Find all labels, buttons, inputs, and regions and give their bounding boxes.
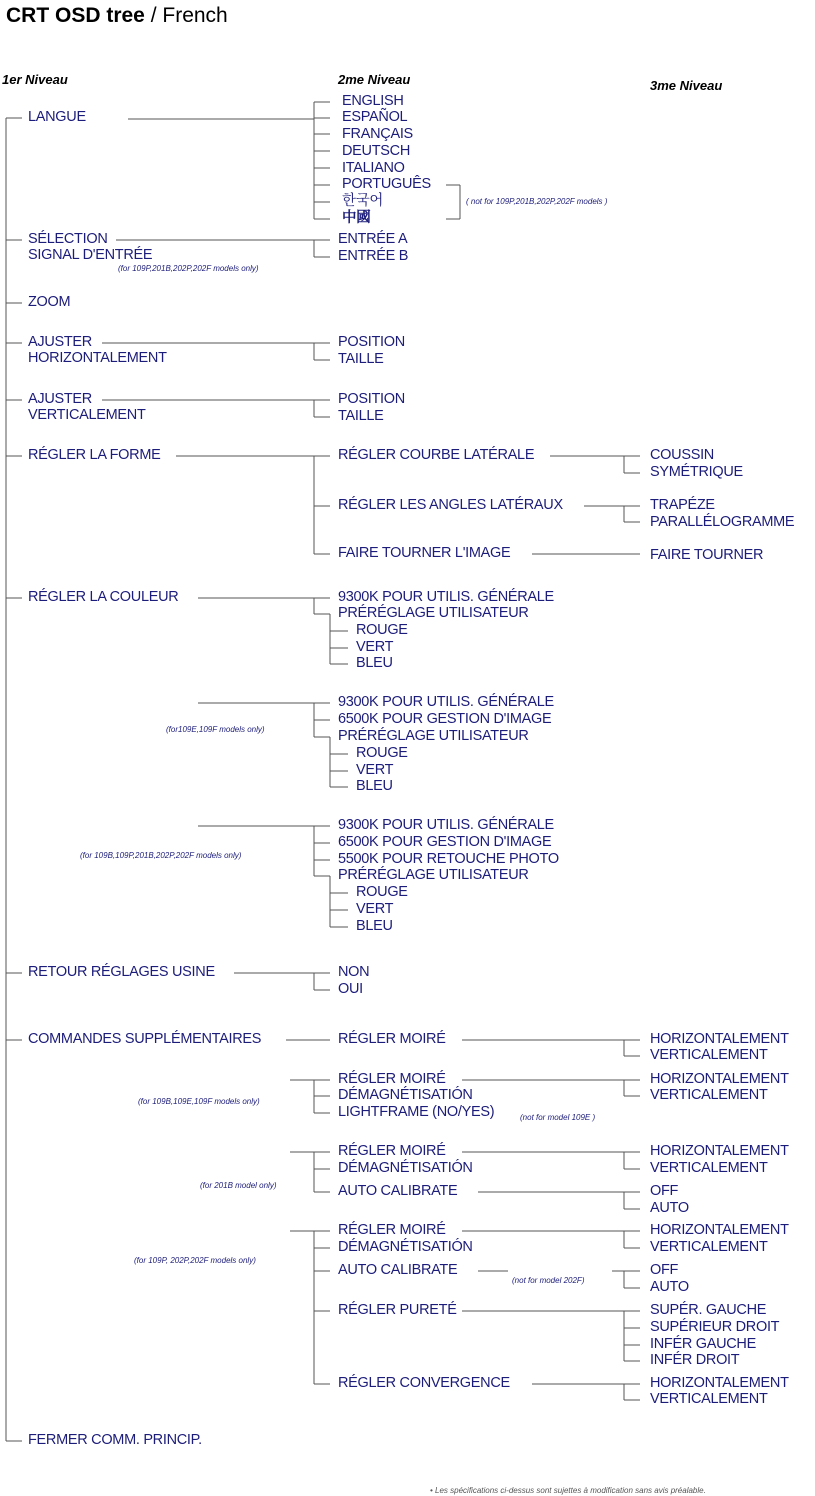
option-c2-preset: PRÉRÉGLAGE UTILISATEUR [338, 728, 529, 744]
option-c3-bleu: BLEU [356, 918, 393, 934]
option-chinese: 中國 [342, 210, 371, 226]
option-symetrique: SYMÉTRIQUE [650, 464, 743, 480]
menu-langue: LANGUE [28, 109, 86, 125]
option-m2-h: HORIZONTALEMENT [650, 1071, 789, 1087]
option-m4-purete: RÉGLER PURETÉ [338, 1302, 457, 1318]
menu-selection: SÉLECTION [28, 231, 108, 247]
note-m2-models: (for 109B,109E,109F models only) [138, 1097, 260, 1106]
option-m2-moire: RÉGLER MOIRÉ [338, 1071, 446, 1087]
header-level-3: 3me Niveau [650, 78, 723, 93]
option-m4-sup-gauche: SUPÉR. GAUCHE [650, 1302, 767, 1318]
option-portugues: PORTUGUÊS [342, 176, 431, 192]
option-tourner-image: FAIRE TOURNER L'IMAGE [338, 545, 511, 561]
header-level-1: 1er Niveau [2, 72, 68, 87]
option-c2-bleu: BLEU [356, 778, 393, 794]
option-m4-off: OFF [650, 1262, 679, 1278]
note-m2-lightframe: (not for model 109E ) [520, 1113, 596, 1122]
note-m4-auto: (not for model 202F) [512, 1276, 585, 1285]
option-c3-preset: PRÉRÉGLAGE UTILISATEUR [338, 867, 529, 883]
option-m2-demag: DÉMAGNÉTISATIÓN [338, 1087, 473, 1103]
note-language-models: ( not for 109P,201B,202P,202F models ) [466, 197, 608, 206]
menu-selection-line2: SIGNAL D'ENTRÉE [28, 247, 153, 263]
option-m3-auto-calibrate: AUTO CALIBRATE [338, 1183, 458, 1199]
option-m4-conv-h: HORIZONTALEMENT [650, 1375, 789, 1391]
page-title: CRT OSD tree / French [6, 4, 228, 27]
option-m4-convergence: RÉGLER CONVERGENCE [338, 1375, 510, 1391]
option-c2-rouge: ROUGE [356, 745, 408, 761]
option-m2-lightframe: LIGHTFRAME (NO/YES) [338, 1104, 495, 1120]
option-m3-h: HORIZONTALEMENT [650, 1143, 789, 1159]
option-oui: OUI [338, 981, 363, 997]
option-m4-v: VERTICALEMENT [650, 1239, 768, 1255]
option-english: ENGLISH [342, 93, 404, 109]
header-level-2: 2me Niveau [338, 72, 411, 87]
option-faire-tourner: FAIRE TOURNER [650, 547, 764, 563]
option-c3-6500: 6500K POUR GESTION D'IMAGE [338, 834, 552, 850]
note-c3-models: (for 109B,109P,201B,202P,202F models only) [80, 851, 242, 860]
footer-note: • Les spécifications ci-dessus sont sujettes à modification sans avis préalable. [430, 1486, 706, 1495]
option-m1-v: VERTICALEMENT [650, 1047, 768, 1063]
option-m3-v: VERTICALEMENT [650, 1160, 768, 1176]
option-m2-v: VERTICALEMENT [650, 1087, 768, 1103]
menu-ajuster-h-line2: HORIZONTALEMENT [28, 350, 167, 366]
option-c1-9300: 9300K POUR UTILIS. GÉNÉRALE [338, 589, 554, 605]
option-parallelogramme: PARALLÉLOGRAMME [650, 514, 795, 530]
option-c2-9300: 9300K POUR UTILIS. GÉNÉRALE [338, 694, 554, 710]
option-ajv-position: POSITION [338, 391, 405, 407]
option-ajv-taille: TAILLE [338, 408, 384, 424]
option-m3-moire: RÉGLER MOIRÉ [338, 1143, 446, 1159]
note-m3-models: (for 201B model only) [200, 1181, 277, 1190]
option-korean: 한국어 [342, 193, 384, 209]
menu-ajuster-v-line2: VERTICALEMENT [28, 407, 146, 423]
option-m4-sup-droit: SUPÉRIEUR DROIT [650, 1319, 780, 1335]
menu-zoom: ZOOM [28, 294, 71, 310]
option-italiano: ITALIANO [342, 160, 405, 176]
note-selection-models: (for 109P,201B,202P,202F models only) [118, 264, 259, 273]
option-m4-demag: DÉMAGNÉTISATIÓN [338, 1239, 473, 1255]
option-entree-b: ENTRÉE B [338, 248, 409, 264]
menu-retour: RETOUR RÉGLAGES USINE [28, 964, 215, 980]
note-c2-models: (for109E,109F models only) [166, 725, 265, 734]
option-c3-vert: VERT [356, 901, 394, 917]
option-c1-preset: PRÉRÉGLAGE UTILISATEUR [338, 605, 529, 621]
option-courbe: RÉGLER COURBE LATÉRALE [338, 447, 535, 463]
note-m4-models: (for 109P, 202P,202F models only) [134, 1256, 256, 1265]
menu-commandes: COMMANDES SUPPLÉMENTAIRES [28, 1031, 262, 1047]
menu-fermer: FERMER COMM. PRINCIP. [28, 1432, 202, 1448]
menu-ajuster-v: AJUSTER [28, 391, 92, 407]
option-m3-off: OFF [650, 1183, 679, 1199]
option-m4-h: HORIZONTALEMENT [650, 1222, 789, 1238]
option-c1-bleu: BLEU [356, 655, 393, 671]
menu-forme: RÉGLER LA FORME [28, 447, 161, 463]
option-m4-auto: AUTO [650, 1279, 689, 1295]
option-m3-auto: AUTO [650, 1200, 689, 1216]
option-deutsch: DEUTSCH [342, 143, 410, 159]
option-c3-9300: 9300K POUR UTILIS. GÉNÉRALE [338, 817, 554, 833]
option-entree-a: ENTRÉE A [338, 231, 408, 247]
option-m4-inf-gauche: INFÉR GAUCHE [650, 1336, 756, 1352]
option-c2-vert: VERT [356, 762, 394, 778]
option-c1-vert: VERT [356, 639, 394, 655]
option-c2-6500: 6500K POUR GESTION D'IMAGE [338, 711, 552, 727]
option-non: NON [338, 964, 370, 980]
option-m1-h: HORIZONTALEMENT [650, 1031, 789, 1047]
option-coussin: COUSSIN [650, 447, 714, 463]
option-m4-conv-v: VERTICALEMENT [650, 1391, 768, 1407]
option-c1-rouge: ROUGE [356, 622, 408, 638]
option-m3-demag: DÉMAGNÉTISATIÓN [338, 1160, 473, 1176]
option-m4-moire: RÉGLER MOIRÉ [338, 1222, 446, 1238]
option-ajh-position: POSITION [338, 334, 405, 350]
option-m4-inf-droit: INFÉR DROIT [650, 1352, 740, 1368]
option-ajh-taille: TAILLE [338, 351, 384, 367]
option-francais: FRANÇAIS [342, 126, 413, 142]
option-angles: RÉGLER LES ANGLES LATÉRAUX [338, 497, 563, 513]
option-m4-auto-calibrate: AUTO CALIBRATE [338, 1262, 458, 1278]
option-c3-rouge: ROUGE [356, 884, 408, 900]
option-m1-moire: RÉGLER MOIRÉ [338, 1031, 446, 1047]
option-espanol: ESPAÑOL [342, 109, 408, 125]
menu-ajuster-h: AJUSTER [28, 334, 92, 350]
option-c3-5500: 5500K POUR RETOUCHE PHOTO [338, 851, 559, 867]
menu-couleur: RÉGLER LA COULEUR [28, 589, 179, 605]
option-trapeze: TRAPÉZE [650, 497, 715, 513]
